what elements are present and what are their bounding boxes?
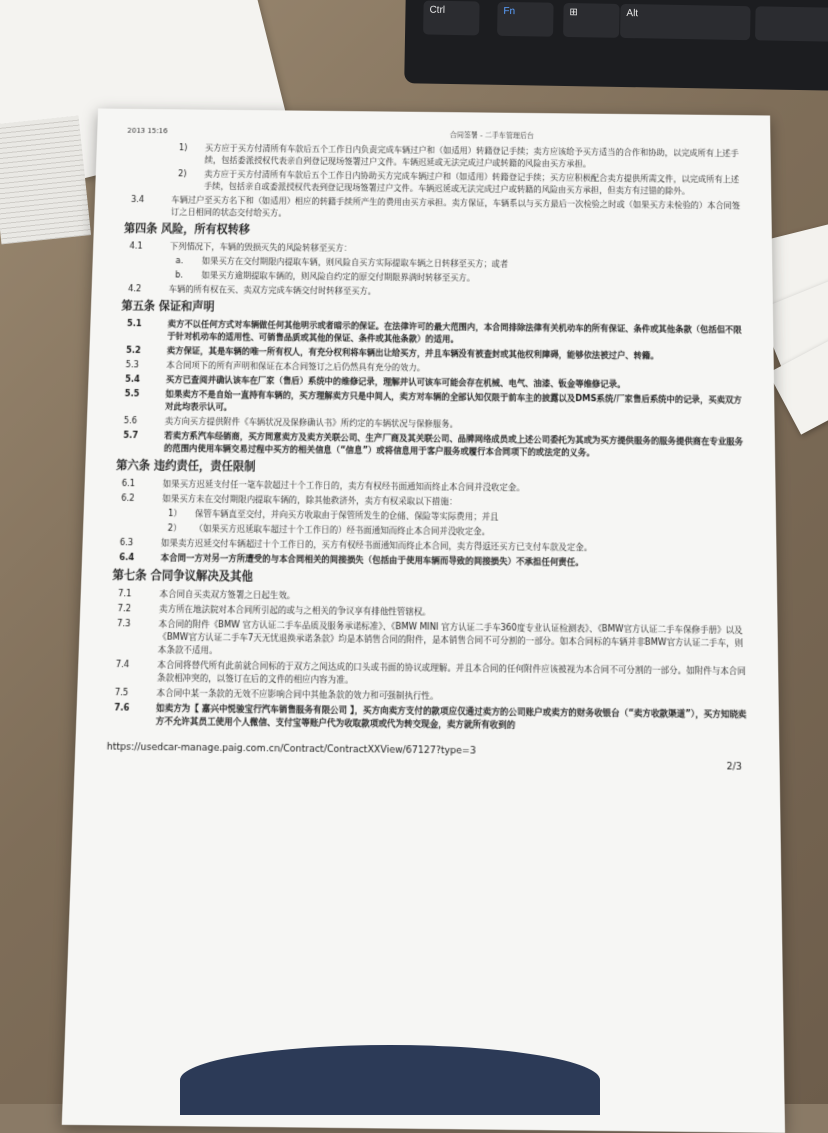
clause	[124, 193, 745, 224]
clause-number: 4.1	[129, 240, 143, 251]
person-clothing	[180, 1045, 600, 1115]
clause-text: 本合同项下的所有声明和保证在本合同签订之后仍然具有充分的效力。	[166, 359, 426, 373]
clause-text: 本合同中某一条款的无效不应影响合同中其他条款的效力和可强制执行性。	[156, 687, 439, 701]
clause-number: 2)	[178, 168, 187, 179]
clause-text: 车辆的所有权在买、卖双方完成车辆交付时转移至买方。	[168, 283, 377, 296]
clause-number: 5.4	[124, 373, 141, 384]
clause-number: 6.1	[121, 477, 136, 489]
contract-page	[62, 109, 785, 1133]
clause-number: 7.4	[115, 658, 130, 670]
clause-text: 如果买方在交付期限内提取车辆，则风险自买方实际提取车辆之日转移至买方；或者	[201, 255, 509, 269]
clause-text: 如果卖方不是自始一直持有车辆的，买方理解卖方只是中间人，卖方对车辆的全部认知仅限于前车主的披露以及DMS系统/厂家售后系统中的记录，买卖双方对此均表示认可。	[164, 388, 742, 412]
clause-text: 如果买方迟延支付任一笔车款超过十个工作日的，卖方有权经书面通知而终止本合同并没收定金。	[162, 478, 525, 493]
clause-number: 4.2	[127, 283, 142, 294]
contract-body	[107, 141, 752, 734]
clause-number: 6.4	[119, 551, 135, 563]
clause-text: 买方已查阅并确认该车在厂家（售后）系统中的维修记录，理解并认可该车可能会存在机械、电气、油漆、钣金等维修记录。	[165, 373, 626, 390]
clause-text: 车辆过户至买方名下和（如适用）相应的转籍手续所产生的费用由买方承担。卖方保证，车辆系以与买方最后一次检验之时或（如果买方未检验的）本合同签订之日相同的状态交付给买方。	[170, 194, 741, 218]
clause-number: 5.7	[123, 429, 139, 441]
clause-number: 1)	[178, 142, 188, 153]
clause-text: 下列情况下，车辆的毁损灭失的风险转移至买方：	[169, 240, 352, 253]
clause-text: 如果买方逾期提取车辆的，则风险自约定的原交付期限界满时转移至买方。	[201, 269, 476, 283]
key-ctrl: Ctrl	[423, 0, 480, 35]
clause-text: 本合同的附件《BMW 官方认证二手车品质及服务承诺标准》、《BMW MINI 官方认证二手车360度专业认证检测表》、《BMW官方认证二手车保修手册》以及《BMW官方认证二手车7天无忧退换承诺条款》均是本销售合同的附件，是本销售合同不可分割的一部分。如本合同标的车辆并非BMW官方认证二手车，则本条款不适用。	[157, 618, 744, 656]
section-heading	[112, 570, 750, 590]
section-heading	[124, 223, 746, 242]
clause-number: 6.2	[121, 492, 135, 504]
clause-text: 卖方不以任何方式对车辆做任何其他明示或者暗示的保证。在法律许可的最大范围内，本合同排除法律有关机动车的所有保证、条件或其他条款（包括但不限于针对机动车的适用性、可销售品质或其他的保证、条件或其他条款）的适用。	[167, 318, 742, 344]
clause-number: 1）	[167, 507, 183, 519]
clause	[126, 141, 745, 171]
key-space	[755, 6, 828, 41]
section-heading-text: 第七条 合同争议解决及其他	[112, 568, 254, 584]
clause-text: 若卖方系汽车经销商，买方同意卖方及卖方关联公司、生产厂商及其关联公司、品牌网络成员或上述公司委托为其或为买方提供服务的服务提供商在专业服务的范围内使用车辆交易过程中买方的相关信息（“信息”）或将信息用于客户服务或履行本合同项下的或法定的义务。	[163, 429, 744, 458]
clause-text: （如果买方迟延取车超过十个工作日的）经书面通知而终止本合同并没收定金。	[194, 522, 491, 537]
keyboard	[404, 0, 828, 91]
clause-text: 卖方应于买方付清所有车款后五个工作日内协助买方完成车辆过户和（如适用）转籍登记手续；买方应积极配合卖方提供所需文件，以完成所有上述手续，包括亲自或委派授权代表到登记现场签署过户文件。车辆迟延或无法完成过户或转籍的风险由买方承担，但卖方有过错的除外。	[203, 168, 740, 196]
clause-text: 卖方保证，其是车辆的唯一所有权人，有充分权利将车辆出让给买方，并且车辆没有被查封或其他权利障碍，能够依法被过户、转籍。	[166, 345, 659, 361]
section-heading-text: 第五条 保证和声明	[121, 299, 215, 314]
clause-number: 2）	[167, 522, 182, 534]
paper-stack	[0, 116, 91, 245]
clause-text: 保管车辆直至交付，并向买方收取由于保管所发生的仓储、保险等实际费用；并且	[194, 507, 499, 522]
clause	[110, 617, 751, 663]
clause-number: 7.5	[114, 686, 129, 698]
clause-text: 如果买方未在交付期限内提取车辆的，除其他救济外，卖方有权采取以下措施：	[162, 492, 458, 507]
clause	[118, 387, 748, 419]
header-timestamp: 2013 15:16	[127, 126, 168, 136]
clause-number: 5.1	[126, 317, 142, 329]
clause-number: 5.6	[123, 414, 138, 426]
clause	[120, 317, 747, 348]
section-heading-text: 第四条 风险，所有权转移	[123, 222, 251, 237]
clause	[125, 167, 745, 198]
clause-text: 本合同将替代所有此前就合同标的于双方之间达成的口头或书面的协议或理解。并且本合同的任何附件应该被视为本合同不可分割的一部分。如附件与本合同条款相冲突的，以签订在后的文件的相应内容为准。	[156, 658, 746, 685]
windows-key-icon: ⊞	[563, 3, 620, 38]
clause-number: a.	[175, 255, 184, 266]
clause-text: 如卖方为【 嘉兴中悦骏宝行汽车销售服务有限公司 】，买方向卖方支付的款项应仅通过卖方的公司账户或卖方的财务收银台（“卖方收款渠道”），买方知晓卖方不允许其员工使用个人微信、支付宝等账户代为收取款项或代为转交现金，卖方就所有收到的	[155, 702, 747, 730]
page-number: 2/3	[726, 761, 742, 773]
clause-text: 卖方向买方提供附件《车辆状况及保修确认书》所约定的车辆状况与保修服务。	[164, 415, 458, 429]
key-fn: Fn	[497, 2, 554, 37]
clause-number: 3.4	[130, 193, 145, 205]
clause-text: 本合同一方对另一方所遭受的与本合同相关的间接损失（包括由于使用车辆而导致的间接损失）不承担任何责任。	[160, 551, 584, 568]
section-heading	[116, 460, 749, 479]
clause	[107, 701, 752, 734]
clause-number: 7.2	[117, 602, 132, 614]
header-title: 合同签署 - 二手车管理后台	[449, 131, 534, 140]
clause-number: 5.3	[125, 359, 140, 370]
clause-number: b.	[175, 269, 184, 280]
clause	[109, 657, 752, 690]
clause-number: 7.3	[116, 617, 131, 629]
clause	[117, 428, 749, 460]
clause-text: 如果卖方迟延交付车辆超过十个工作日的，买方有权经书面通知而终止本合同，卖方得返还买方已支付车款及定金。	[160, 537, 593, 553]
clause-number: 6.3	[119, 536, 134, 548]
clause-text: 本合同自买卖双方签署之日起生效。	[159, 588, 296, 601]
page-footer	[106, 742, 752, 773]
clause-number: 5.5	[124, 387, 140, 399]
clause-text: 卖方所在地法院对本合同所引起的或与之相关的争议享有排他性管辖权。	[158, 603, 431, 617]
clause-text: 买方应于买方付清所有车款后五个工作日内负责完成车辆过户和（如适用）转籍登记手续；卖方应该给予买方适当的合作和协助，以完成所有上述手续，包括委派授权代表亲自到登记现场签署过户文件。车辆迟延或无法完成过户或转籍的风险由买方承担。	[204, 142, 739, 169]
clause-number: 5.2	[125, 344, 142, 356]
section-heading	[121, 300, 746, 319]
footer-url: https://usedcar-manage.paig.com.cn/Contract/ContractXXView/67127?type=3	[106, 741, 476, 757]
key-alt: Alt	[620, 4, 751, 40]
clause-number: 7.6	[114, 701, 130, 713]
clause-number: 7.1	[117, 587, 132, 599]
section-heading-text: 第六条 违约责任，责任限制	[115, 458, 256, 474]
